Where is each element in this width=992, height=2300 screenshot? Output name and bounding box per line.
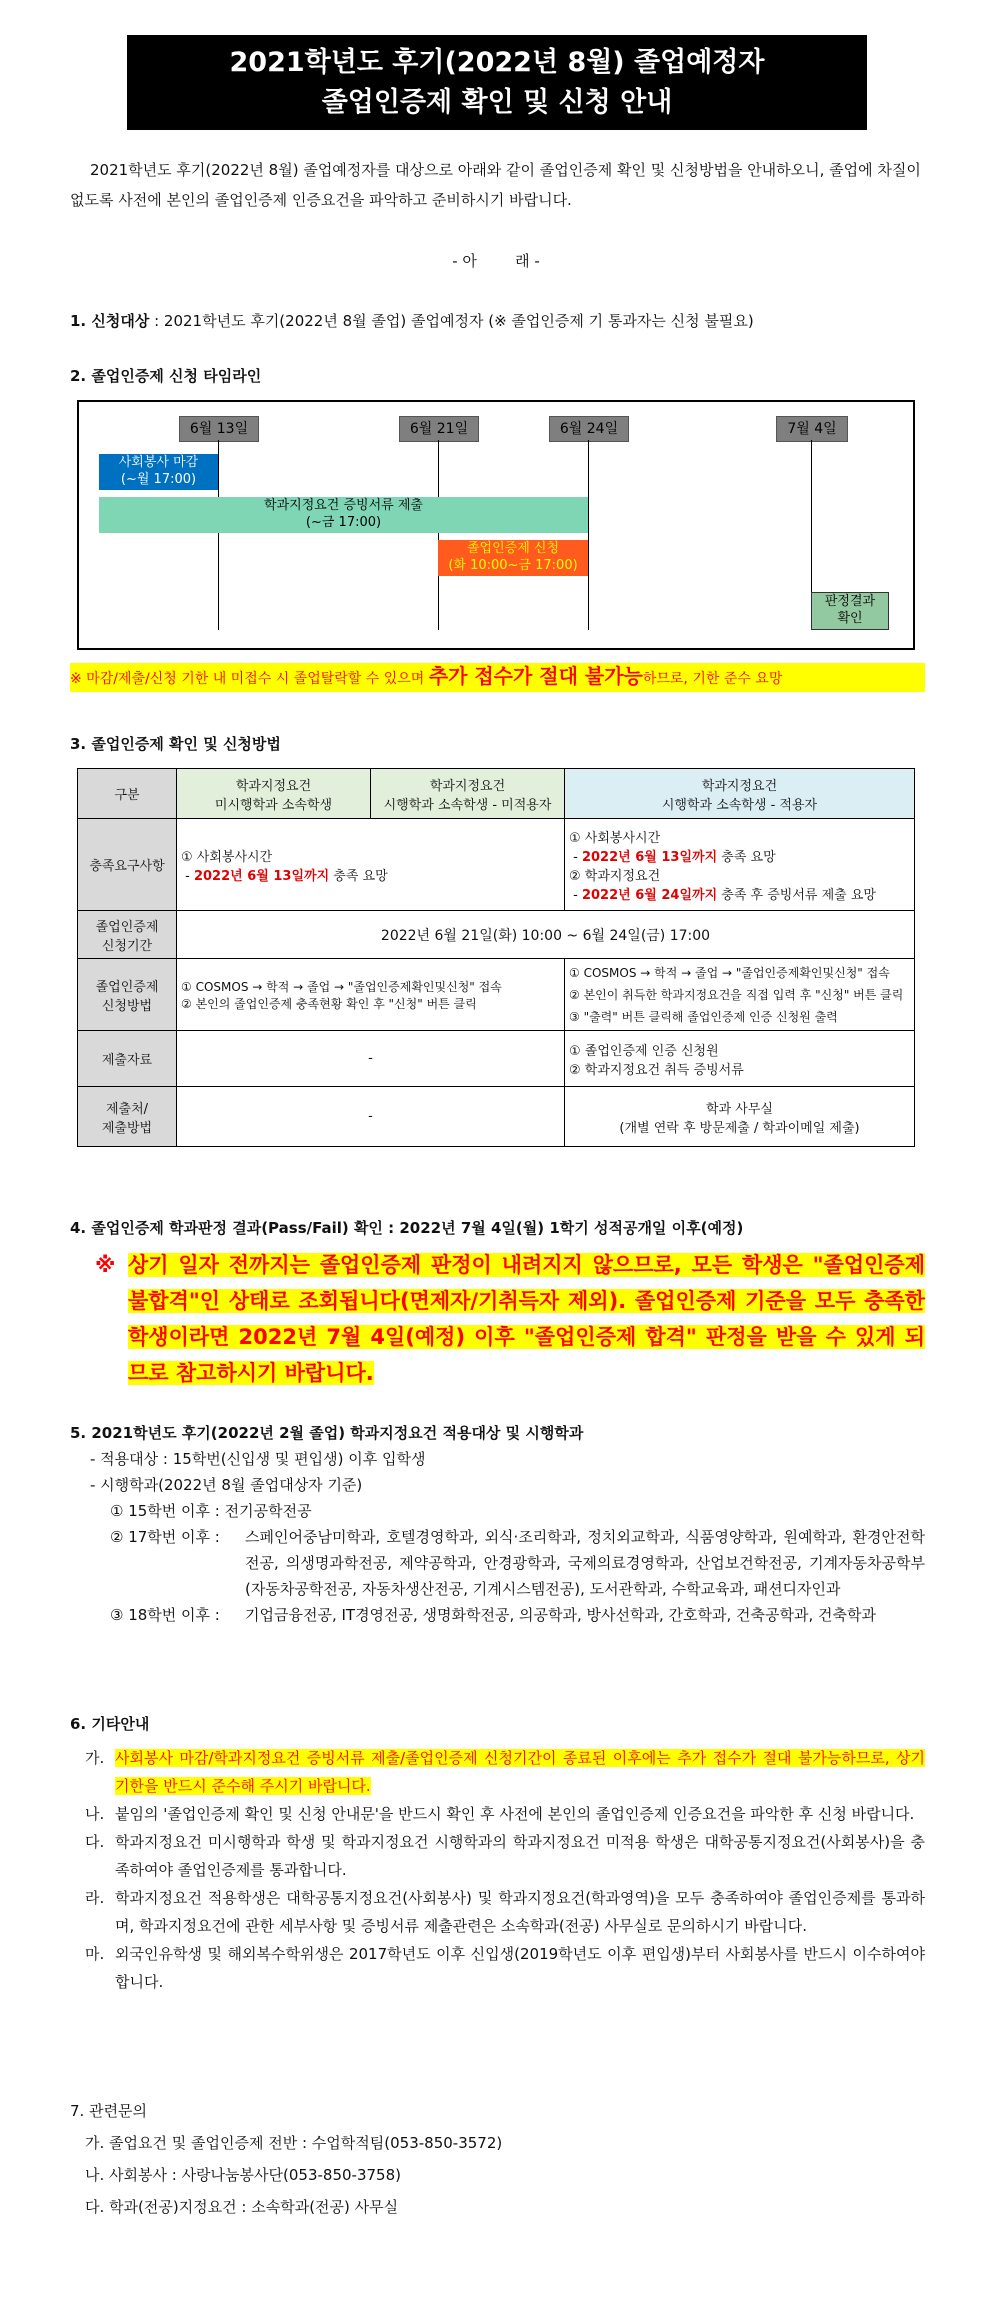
th-col3-b: 시행학과 소속학생 - 적용자 — [661, 797, 818, 813]
section-2-heading: 2. 졸업인증제 신청 타임라인 — [70, 367, 262, 385]
bar-application-time: (화 10:00~금 17:00) — [448, 558, 578, 573]
row-method-label: 졸업인증제 신청방법 — [78, 959, 177, 1031]
section-5-heading: 5. 2021학년도 후기(2022년 2월 졸업) 학과지정요건 적용대상 및 시행학과 — [70, 1424, 584, 1442]
warning-mark: ※ — [95, 1253, 116, 1277]
bar-application-label: 졸업인증제 신청 — [466, 541, 560, 556]
th-col2-a: 학과지정요건 — [429, 778, 506, 794]
s7-contact-3: 다. 학과(전공)지정요건 : 소속학과(전공) 사무실 — [85, 2198, 399, 2216]
s6-ma-text: 외국인유학생 및 해외복수학위생은 2017학년도 이후 신입생(2019학년도 이후 편입생)부터 사회봉사를 반드시 이수하여야 합니다. — [115, 1945, 925, 1991]
deadline-warning-a: ※ 마감/제출/신청 기한 내 미접수 시 졸업탈락할 수 있으며 — [70, 671, 429, 687]
s7-contact-2: 나. 사회봉사 : 사랑나눔봉사단(053-850-3758) — [85, 2166, 401, 2184]
row-docs-left: - — [177, 1031, 565, 1087]
s6-na: 나. 붙임의 '졸업인증제 확인 및 신청 안내문'을 반드시 확인 후 사전에 본인의 졸업인증제 인증요건을 파악한 후 신청 바랍니다. — [70, 1800, 925, 1828]
method-right-1: ① COSMOS → 학적 → 졸업 → "졸업인증제확인및신청" 접속 — [569, 965, 890, 980]
section-4-heading: 4. 졸업인증제 학과판정 결과(Pass/Fail) 확인 : 2022년 7월 4일(월) 1학기 성적공개일 이후(예정) — [70, 1219, 744, 1237]
s5-15 — [70, 1498, 925, 1524]
bar-result-label-2: 확인 — [837, 611, 863, 626]
row-method-right — [565, 959, 915, 1031]
timeline-bar-volunteer — [99, 454, 218, 490]
s6-ga: 가. 사회봉사 마감/학과지정요건 증빙서류 제출/졸업인증제 신청기간이 종료된 이후에는 추가 접수가 절대 불가능하므로, 상기 기한을 반드시 준수해 주시기 바랍니다. — [85, 1749, 925, 1795]
row-docs-label: 제출자료 — [78, 1031, 177, 1087]
s6-da: 다. 학과지정요건 미시행학과 학생 및 학과지정요건 시행학과의 학과지정요건 미적용 학생은 대학공통지정요건(사회봉사)을 충족하여야 졸업인증제를 통과합니다. — [70, 1828, 925, 1884]
docs-right-1: ① 졸업인증제 인증 신청원 — [569, 1043, 719, 1059]
timeline-date-2: 6월 21일 — [399, 416, 479, 442]
row-submit-label: 제출처/ 제출방법 — [78, 1087, 177, 1147]
s5-15-text: 전기공학전공 — [224, 1502, 312, 1520]
section-1-heading: 1. 신청대상 — [70, 312, 150, 330]
docs-right-2: ② 학과지정요건 취득 증빙서류 — [569, 1062, 744, 1078]
submit-right-2: (개별 연락 후 방문제출 / 학과이메일 제출) — [619, 1120, 860, 1136]
s5-18-label: ③ 18학번 이후 : — [110, 1606, 220, 1624]
row-requirements-left — [177, 819, 565, 911]
req-left-2: - 2022년 6월 13일까지 충족 요망 — [185, 868, 388, 884]
method-right-3: ③ "출력" 버튼 클릭해 졸업인증제 인증 신청원 출력 — [569, 1009, 838, 1024]
method-left-1: ① COSMOS → 학적 → 졸업 → "졸업인증제확인및신청" 접속 — [181, 979, 502, 994]
row-period-label: 졸업인증제 신청기간 — [78, 911, 177, 959]
s6-ra-text: 학과지정요건 적용학생은 대학공통지정요건(사회봉사) 및 학과지정요건(학과영역)을 모두 충족하여야 졸업인증제를 통과하며, 학과지정요건에 관한 세부사항 및 증빙서류 제출관련은 소속학과(전공) 사무실로 문의하시기 바랍니다. — [115, 1889, 925, 1935]
s5-15-label: ① 15학번 이후 : — [110, 1502, 220, 1520]
deadline-warning-c: 하므로, 기한 준수 요망 — [642, 671, 783, 687]
result-warning-text: 상기 일자 전까지는 졸업인증제 판정이 내려지지 않으므로, 모든 학생은 "졸업인증제 불합격"인 상태로 조회됩니다(면제자/기취득자 제외). 졸업인증제 기준을 모두 충족한 학생이라면 2022년 7월 4일(예정) 이후 "졸업인증제 합격" 판정을 받을 수 있게 되므로 참고하시기 바랍니다. — [128, 1253, 925, 1385]
section-6-heading: 6. 기타안내 — [70, 1715, 150, 1733]
section-1-text: : 2021학년도 후기(2022년 8월 졸업) 졸업예정자 (※ 졸업인증제 기 통과자는 신청 불필요) — [149, 312, 754, 330]
req-right-2: - 2022년 6월 13일까지 충족 요망 — [573, 849, 776, 865]
s5-target: - 적용대상 : 15학번(신입생 및 편입생) 이후 입학생 — [90, 1450, 426, 1468]
timeline-bar-result — [811, 592, 889, 630]
s6-ra: 라. 학과지정요건 적용학생은 대학공통지정요건(사회봉사) 및 학과지정요건(학과영역)을 모두 충족하여야 졸업인증제를 통과하며, 학과지정요건에 관한 세부사항 및 증빙서류 제출관련은 소속학과(전공) 사무실로 문의하시기 바랍니다. — [70, 1884, 925, 1940]
th-col1-b: 미시행학과 소속학생 — [214, 797, 333, 813]
section-7-heading: 7. 관련문의 — [70, 2102, 148, 2120]
s7-contact-1: 가. 졸업요건 및 졸업인증제 전반 : 수업학적팀(053-850-3572) — [85, 2134, 503, 2152]
timeline-bar-application — [438, 540, 588, 576]
req-right-3: ② 학과지정요건 — [569, 868, 661, 884]
deadline-warning — [70, 663, 925, 692]
method-right-2: ② 본인이 취득한 학과지정요건을 직접 입력 후 "신청" 버튼 클릭 — [569, 987, 904, 1002]
s6-ga-text: 사회봉사 마감/학과지정요건 증빙서류 제출/졸업인증제 신청기간이 종료된 이후에는 추가 접수가 절대 불가능하므로, 상기 기한을 반드시 준수해 주시기 바랍니다. — [115, 1749, 925, 1795]
title-line-1: 2021학년도 후기(2022년 8월) 졸업예정자 — [229, 47, 765, 78]
th-col2-b: 시행학과 소속학생 - 미적용자 — [383, 797, 552, 813]
document-title — [127, 35, 867, 130]
s5-18-text: 기업금융전공, IT경영전공, 생명화학전공, 의공학과, 방사선학과, 간호학과, 건축공학과, 건축학과 — [245, 1606, 876, 1624]
section-divider: - 아 래 - — [452, 252, 540, 270]
req-left-1: ① 사회봉사시간 — [181, 849, 273, 865]
s5-18 — [70, 1602, 925, 1628]
intro-paragraph: 2021학년도 후기(2022년 8월) 졸업예정자를 대상으로 아래와 같이 졸업인증제 확인 및 신청방법을 안내하오니, 졸업에 차질이 없도록 사전에 본인의 졸업인증제 인증요건을 파악하고 준비하시기 바랍니다. — [70, 161, 921, 209]
req-right-4: - 2022년 6월 24일까지 충족 후 증빙서류 제출 요망 — [573, 887, 876, 903]
s5-17-label: ② 17학번 이후 : — [110, 1528, 220, 1546]
s5-depts: - 시행학과(2022년 8월 졸업대상자 기준) — [90, 1476, 363, 1494]
s6-da-text: 학과지정요건 미시행학과 학생 및 학과지정요건 시행학과의 학과지정요건 미적용 학생은 대학공통지정요건(사회봉사)을 충족하여야 졸업인증제를 통과합니다. — [115, 1833, 925, 1879]
s5-17-text: 스페인어중남미학과, 호텔경영학과, 외식·조리학과, 정치외교학과, 식품영양학과, 원예학과, 환경안전학전공, 의생명과학전공, 제약공학과, 안경광학과, 국제의료경영학과, 산업보건학전공, 기계자동차공학부(자동차공학전공, 자동차생산전공, 기계시스템전공), 도서관학과, 수학교육과, 패션디자인과 — [245, 1528, 925, 1598]
timeline-date-4: 7월 4일 — [776, 416, 848, 442]
timeline-chart — [77, 400, 915, 650]
s5-17 — [70, 1524, 925, 1602]
row-submit-left: - — [177, 1087, 565, 1147]
s6-ma: 마. 외국인유학생 및 해외복수학위생은 2017학년도 이후 신입생(2019학년도 이후 편입생)부터 사회봉사를 반드시 이수하여야 합니다. — [70, 1940, 925, 1996]
th-col3-a: 학과지정요건 — [701, 778, 778, 794]
bar-documents-label: 학과지정요건 증빙서류 제출 — [264, 498, 423, 513]
method-left-2: ② 본인의 졸업인증제 충족현황 확인 후 "신청" 버튼 클릭 — [181, 996, 477, 1011]
bar-volunteer-time: (~월 17:00) — [120, 472, 197, 487]
th-gubun: 구분 — [78, 769, 177, 819]
section-1 — [70, 310, 754, 331]
timeline-line-3 — [588, 440, 589, 630]
th-col1-a: 학과지정요건 — [235, 778, 312, 794]
result-warning — [95, 1247, 925, 1391]
section-6 — [70, 1710, 925, 1996]
timeline-date-3: 6월 24일 — [549, 416, 629, 442]
requirements-table — [77, 768, 915, 1147]
row-docs-right — [565, 1031, 915, 1087]
title-line-2: 졸업인증제 확인 및 신청 안내 — [321, 87, 673, 118]
row-period-value: 2022년 6월 21일(화) 10:00 ~ 6월 24일(금) 17:00 — [177, 911, 915, 959]
section-3-heading: 3. 졸업인증제 확인 및 신청방법 — [70, 735, 281, 753]
row-requirements-right — [565, 819, 915, 911]
th-col2 — [371, 769, 565, 819]
th-col3 — [565, 769, 915, 819]
req-right-1: ① 사회봉사시간 — [569, 830, 661, 846]
bar-result-label: 판정결과 — [824, 594, 876, 609]
section-7 — [70, 2095, 925, 2223]
row-requirements-label: 충족요구사항 — [78, 819, 177, 911]
deadline-warning-emphasis: 추가 접수가 절대 불가능 — [428, 664, 643, 688]
bar-documents-time: (~금 17:00) — [305, 515, 382, 530]
timeline-bar-documents — [99, 497, 588, 533]
th-col1 — [177, 769, 371, 819]
row-method-left — [177, 959, 565, 1031]
timeline-date-1: 6월 13일 — [179, 416, 259, 442]
timeline-line-1 — [218, 440, 219, 630]
bar-volunteer-label: 사회봉사 마감 — [118, 455, 199, 470]
section-5 — [70, 1420, 925, 1628]
timeline-line-2 — [438, 440, 439, 630]
submit-right-1: 학과 사무실 — [706, 1101, 773, 1117]
s6-na-text: 붙임의 '졸업인증제 확인 및 신청 안내문'을 반드시 확인 후 사전에 본인의 졸업인증제 인증요건을 파악한 후 신청 바랍니다. — [115, 1805, 915, 1823]
row-submit-right — [565, 1087, 915, 1147]
